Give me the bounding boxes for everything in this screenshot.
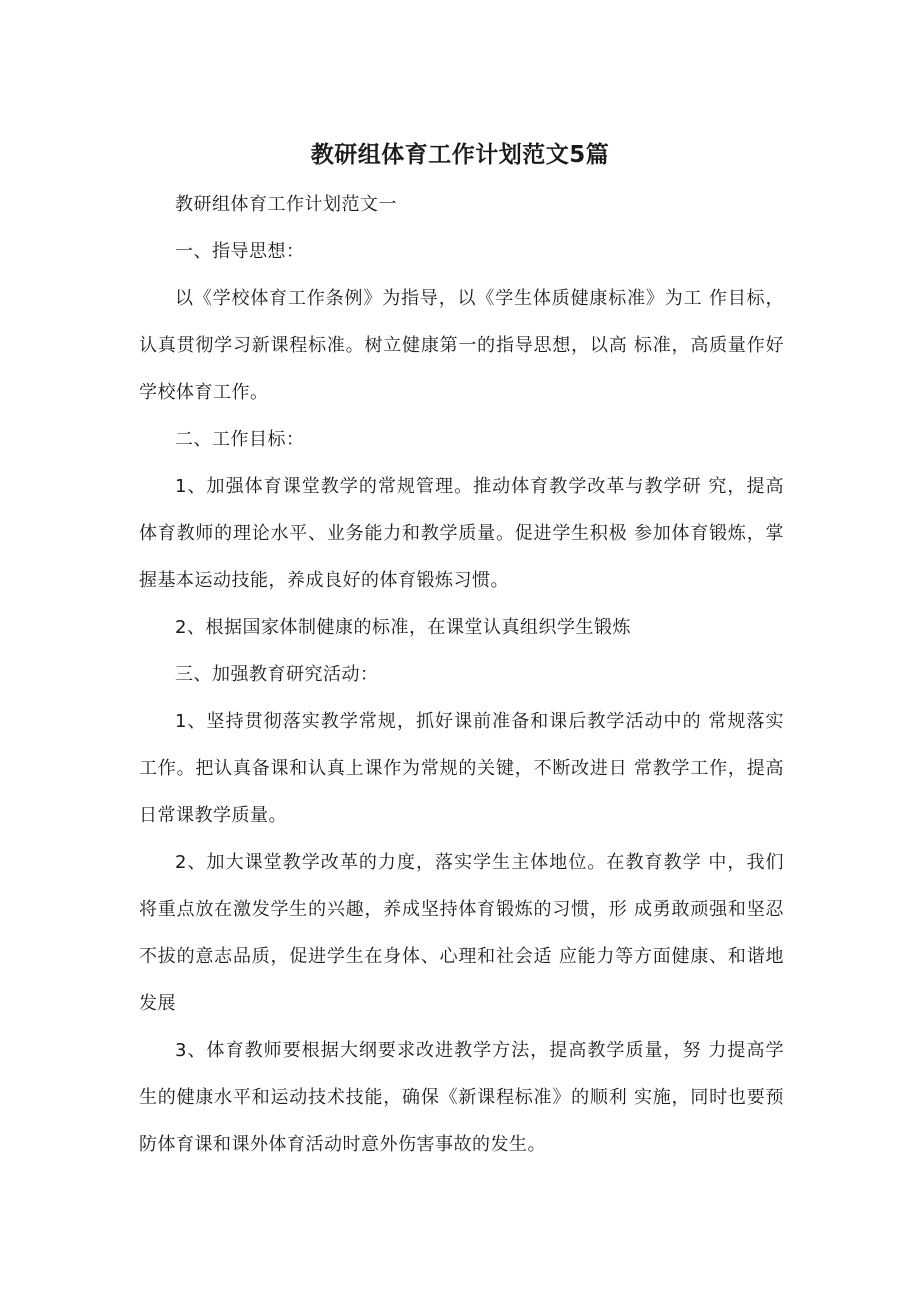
section-heading-work-goals: 二、工作目标：: [175, 429, 305, 450]
paragraph-goal-1: 1、加强体育课堂教学的常规管理。推动体育教学改革与教学研 究，提高体育教师的理论水平、业务能力和教学质量。促进学生积极 参加体育锻炼，掌握基本运动技能，养成良好的体育锻炼习惯。: [139, 476, 784, 591]
paragraph-guiding-ideology: 以《学校体育工作条例》为指导，以《学生体质健康标准》为工 作目标，认真贯彻学习新课程标准。树立健康第一的指导思想，以高 标准，高质量作好学校体育工作。: [139, 288, 784, 403]
section-heading-research-activities: 三、加强教育研究活动：: [175, 664, 379, 685]
section-heading-guiding-ideology: 一、指导思想：: [175, 241, 305, 262]
paragraph-activity-1: 1、坚持贯彻落实教学常规，抓好课前准备和课后教学活动中的 常规落实工作。把认真备课和认真上课作为常规的关键，不断改进日 常教学工作，提高日常课教学质量。: [139, 711, 784, 826]
document-title: 教研组体育工作计划范文5篇: [310, 142, 610, 168]
section-heading-example-one: 教研组体育工作计划范文一: [175, 194, 397, 215]
paragraph-goal-2: 2、根据国家体制健康的标准，在课堂认真组织学生锻炼: [175, 617, 631, 638]
paragraph-activity-3: 3、体育教师要根据大纲要求改进教学方法，提高教学质量，努 力提高学生的健康水平和运动技术技能，确保《新课程标准》的顺利 实施，同时也要预防体育课和课外体育活动时意外伤害事故的发生。: [139, 1040, 784, 1155]
document-body: [139, 181, 784, 1168]
paragraph-activity-2: 2、加大课堂教学改革的力度，落实学生主体地位。在教育教学 中，我们将重点放在激发学生的兴趣，养成坚持体育锻炼的习惯，形 成勇敢顽强和坚忍不拔的意志品质，促进学生在身体、心理和社会适 应能力等方面健康、和谐地发展: [139, 852, 784, 1014]
